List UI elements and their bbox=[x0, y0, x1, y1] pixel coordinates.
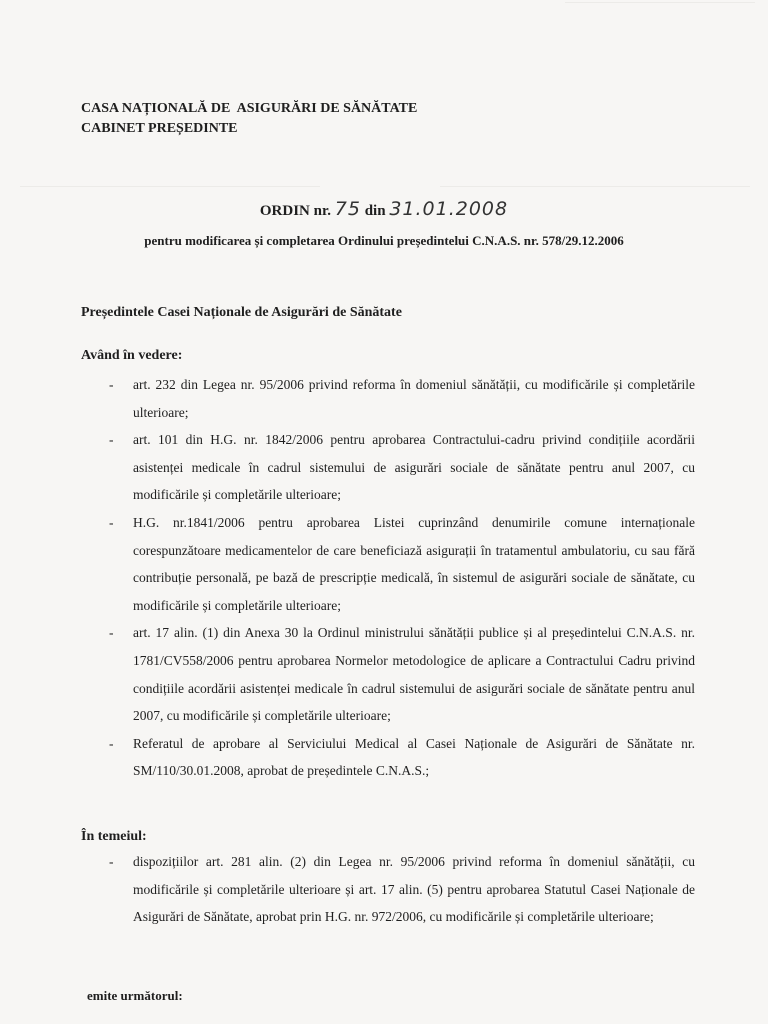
considering-heading: Având în vedere: bbox=[81, 348, 183, 363]
order-subtitle: pentru modificarea și completarea Ordinului președintelui C.N.A.S. nr. 578/29.12.2006 bbox=[144, 233, 624, 248]
list-item: - dispozițiilor art. 281 alin. (2) din Legea nr. 95/2006 privind reforma în domeniul sănătății, cu modificările și completările ulterioare și art. 17 alin. (5) pentru aprobarea Statutul Casei Naționale de Asigurări de Sănătate, aprobat prin H.G. nr. 972/2006, cu modificările și completările ulterioare; bbox=[105, 848, 695, 931]
institution-header bbox=[81, 99, 417, 139]
cabinet-name: CABINET PREȘEDINTE bbox=[81, 121, 238, 136]
list-item: - H.G. nr.1841/2006 pentru aprobarea Listei cuprinzând denumirile comune internaționale corespunzătoare medicamentelor de care beneficiază asigurații în tratamentul ambulatoriu, cu sau fără contribuție personală, pe bază de prescripție medicală, în sistemul de asigurări sociale de sănătate, cu modificările și completările ulterioare; bbox=[105, 509, 695, 619]
scan-artifact-line bbox=[440, 186, 750, 187]
closing-line: emite următorul: bbox=[87, 988, 183, 1003]
order-date-handwritten: 31.01.2008 bbox=[389, 198, 509, 220]
institution-name: CASA NAȚIONALĂ DE ASIGURĂRI DE SĂNĂTATE bbox=[81, 101, 418, 116]
scan-artifact-line bbox=[565, 2, 755, 3]
basis-list bbox=[105, 848, 695, 931]
list-item: - art. 232 din Legea nr. 95/2006 privind reforma în domeniul sănătății, cu modificările și completările ulterioare; bbox=[105, 371, 695, 426]
list-item: - art. 101 din H.G. nr. 1842/2006 pentru aprobarea Contractului-cadru privind condițiile acordării asistenței medicale în cadrul sistemului de asigurări sociale de sănătate pentru anul 2007, cu modificările și completările ulterioare; bbox=[105, 426, 695, 509]
list-item: - Referatul de aprobare al Serviciului Medical al Casei Naționale de Asigurări de Sănătate nr. SM/110/30.01.2008, aprobat de președintele C.N.A.S.; bbox=[105, 730, 695, 785]
scan-artifact-line bbox=[20, 186, 320, 187]
order-prefix: ORDIN nr. bbox=[259, 203, 332, 219]
basis-heading: În temeiul: bbox=[81, 829, 147, 844]
order-title bbox=[0, 198, 768, 220]
issuer-line: Președintele Casei Naționale de Asigurări de Sănătate bbox=[81, 305, 402, 320]
order-din: din bbox=[364, 203, 386, 219]
considering-list bbox=[105, 371, 695, 785]
list-item: - art. 17 alin. (1) din Anexa 30 la Ordinul ministrului sănătății publice și al președintelui C.N.A.S. nr. 1781/CV558/2006 pentru aprobarea Normelor metodologice de aplicare a Contractului Cadru privind condițiile acordării asistenței medicale în cadrul sistemului de asigurări sociale de sănătate pentru anul 2007, cu modificările și completările ulterioare; bbox=[105, 619, 695, 729]
order-number-handwritten: 75 bbox=[334, 198, 361, 220]
